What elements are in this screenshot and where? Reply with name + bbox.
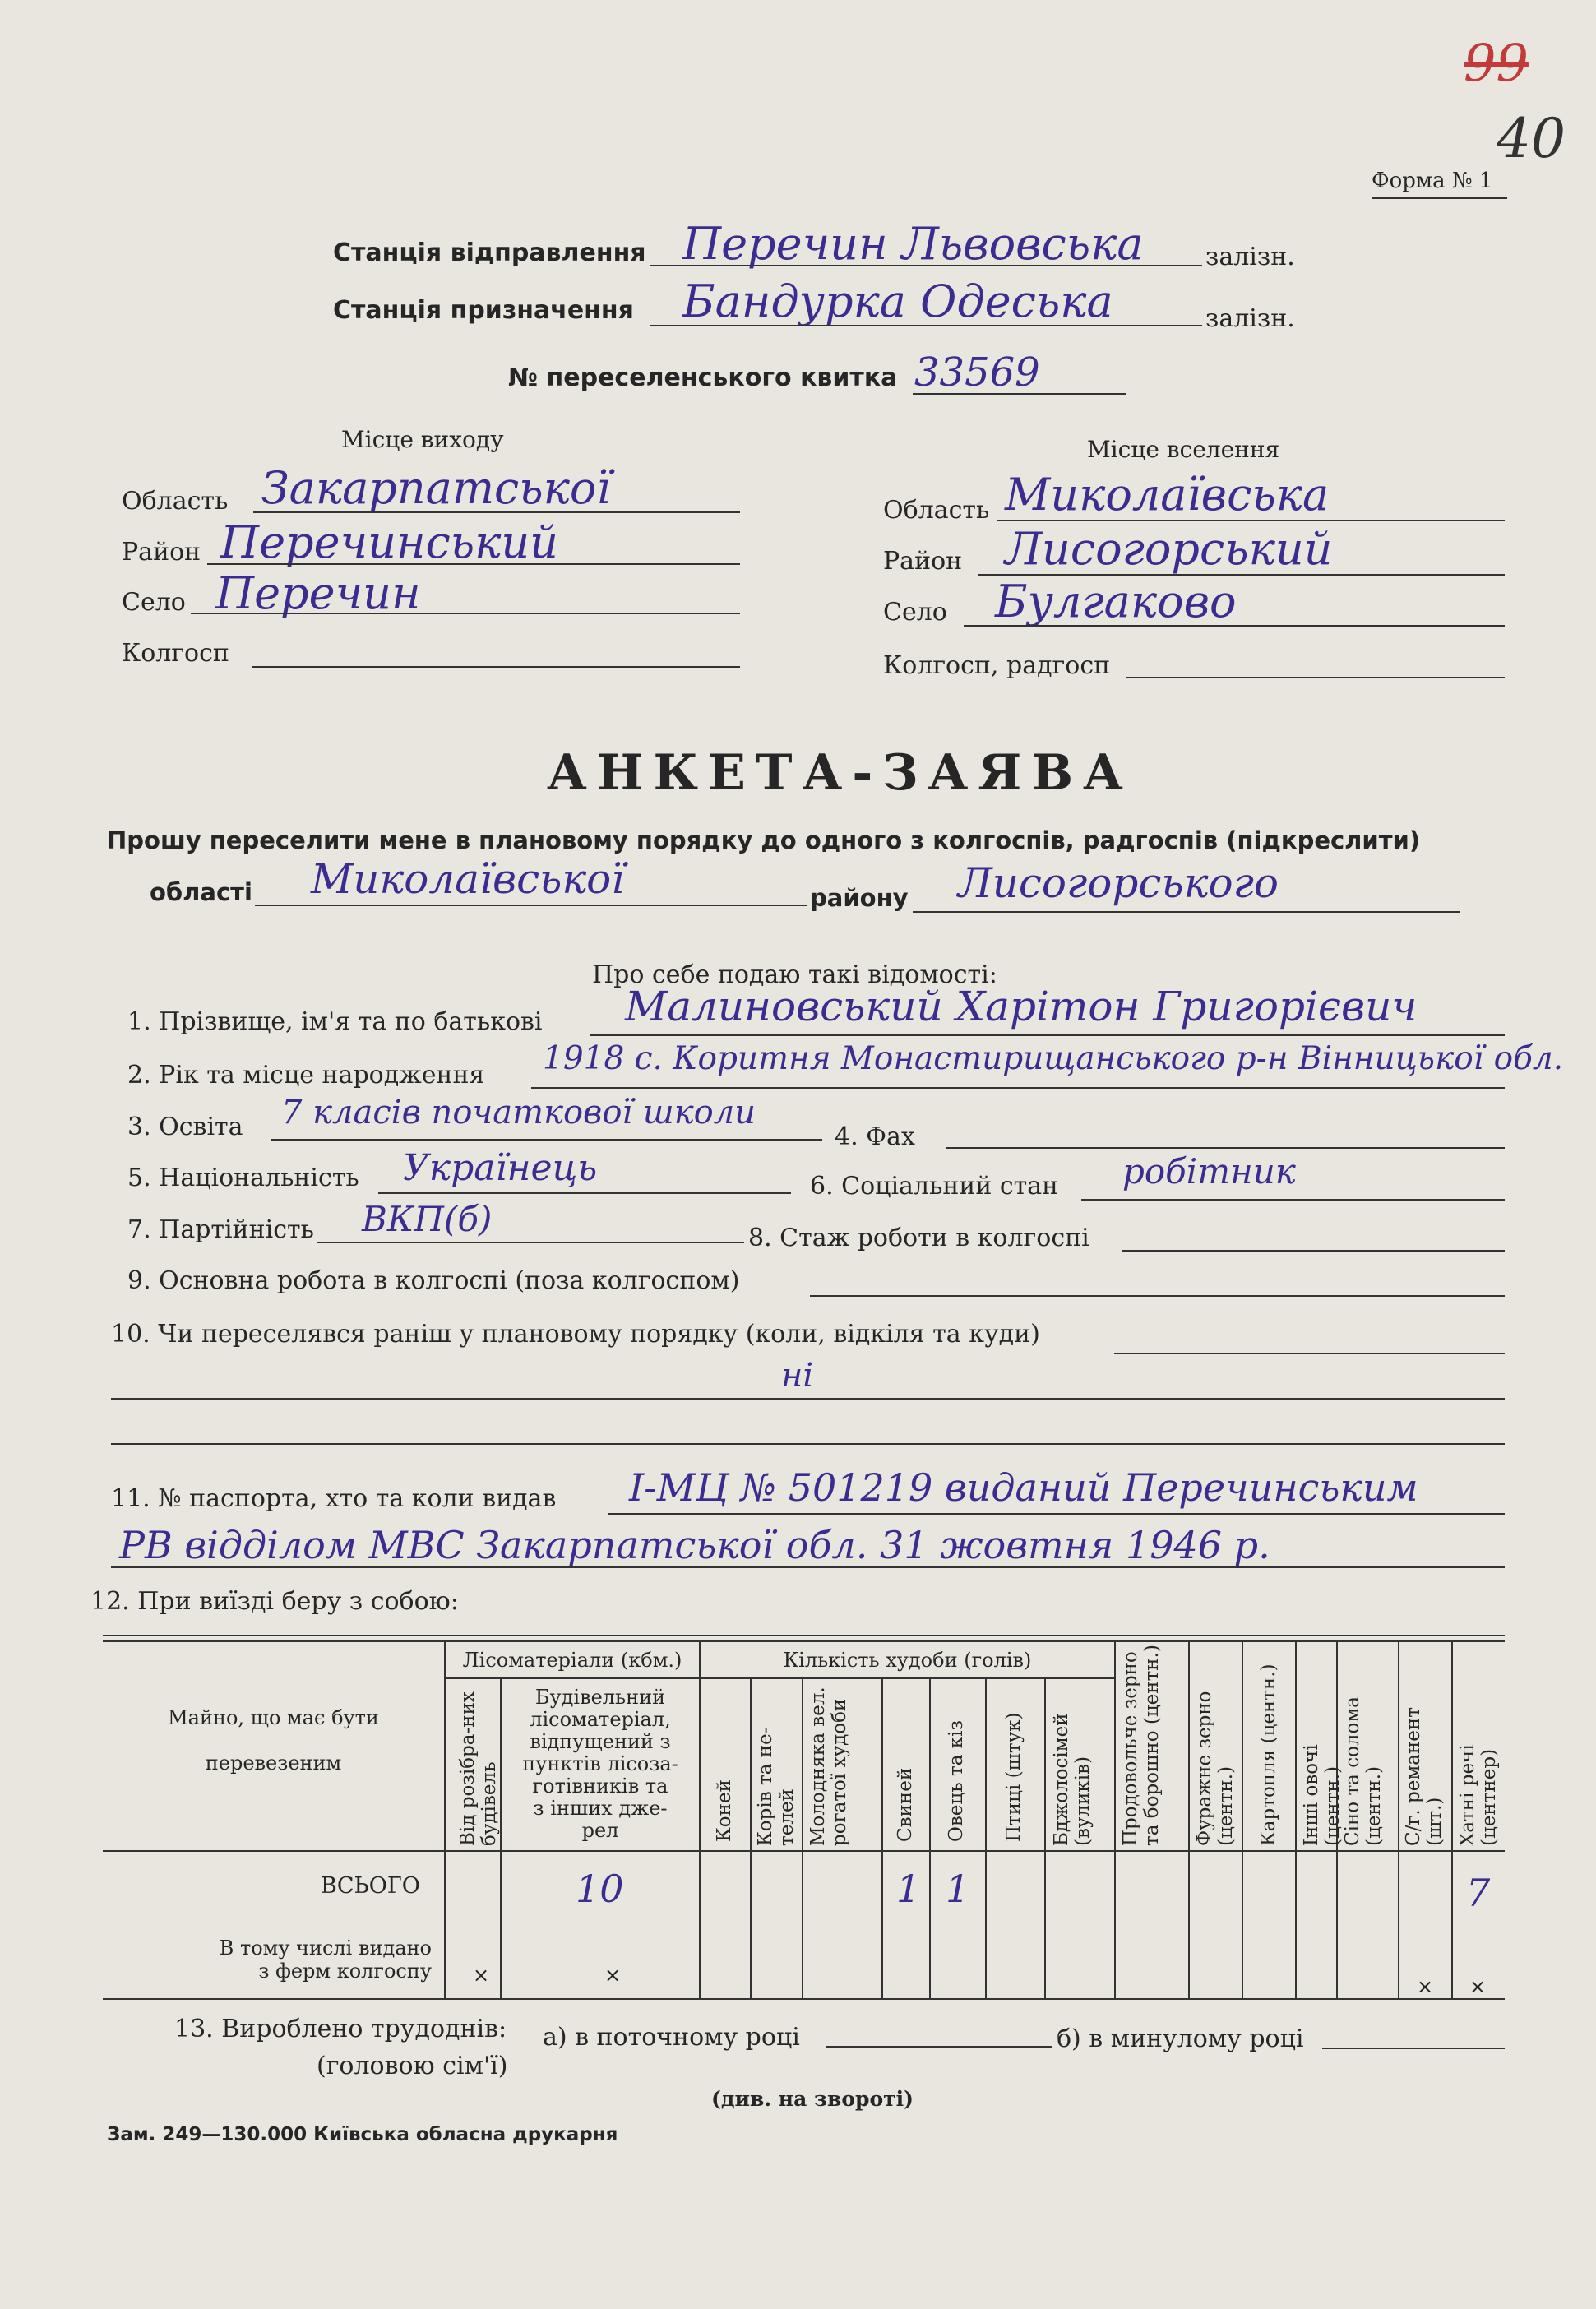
settlement-selo-label: Село [883,598,947,627]
origin-raion-label: Район [122,538,201,567]
col-timber-7: рел [581,1819,619,1842]
field-1-label: 1. Прізвище, ім'я та по батькові [127,1007,543,1036]
printer-info: Зам. 249—130.000 Київська обласна друкарня [107,2124,618,2145]
col-birds: Птиці (штук) [1003,1712,1025,1842]
origin-oblast[interactable]: Закарпатської [261,462,611,514]
row-farm-label-2: з ферм колгоспу [258,1960,432,1983]
row-farm-label-1: В тому числі видано [219,1937,432,1960]
footer-note: (див. на звороті) [711,2087,914,2111]
workdays-past-label: б) в минулому році [1057,2024,1304,2053]
total-household[interactable]: 7 [1466,1871,1491,1915]
destination-suffix: залізн. [1205,304,1295,333]
field-10-value[interactable]: ні [781,1357,814,1395]
col-timber-6: з інших дже- [533,1797,668,1820]
request-raion[interactable]: Лисогорського [958,859,1279,907]
col-sheep: Овець та кіз [946,1719,967,1842]
col-timber-2: лісоматеріал, [530,1708,671,1731]
origin-selo[interactable]: Перечин [215,567,421,619]
request-oblast[interactable]: Миколаївської [311,855,625,903]
farm-buildings-mark: × [473,1964,490,1987]
col-fodder: Фуражне зерно (центн.) [1194,1691,1237,1846]
workdays-current-label: а) в поточному році [543,2023,800,2052]
col-buildings: Від розібра-них будівель [457,1691,500,1846]
settlement-kolhosp-label: Колгосп, радгосп [883,651,1111,680]
col-cows: Корів та не-телей [755,1727,798,1846]
settlement-heading: Місце вселення [1087,436,1280,463]
settlement-raion-label: Район [883,547,963,576]
col-timber-1: Будівельний [534,1686,666,1709]
col-timber-5: готівників та [532,1775,668,1798]
origin-oblast-label: Область [122,487,229,516]
col-timber-4: пунктів лісоза- [522,1752,678,1775]
col-horses: Коней [714,1779,735,1842]
field-11-value-line1[interactable]: І-МЦ № 501219 виданий Перечинським [629,1465,1418,1510]
about-heading: Про себе подаю такі відомості: [592,960,997,989]
request-oblast-label: області [150,878,252,906]
col-bees: Бджолосімей (вуликів) [1051,1713,1094,1846]
origin-selo-label: Село [122,588,186,617]
field-6-label: 6. Соціальний стан [810,1172,1059,1201]
form-title: АНКЕТА-ЗАЯВА [547,744,1133,802]
group-cattle: Кількість худоби (голів) [783,1649,1032,1672]
crossed-page-number: 99 [1464,33,1529,93]
origin-heading: Місце виходу [341,426,504,453]
col-food-grain: Продовольче зерно та борошно (центн.) [1120,1645,1163,1846]
field-2-value[interactable]: 1918 с. Коритня Монастирищанського р-н Вінницької обл. [543,1040,1564,1077]
destination-label: Станція призначення [333,296,634,325]
destination-value[interactable]: Бандурка Одеська [682,275,1113,327]
settlement-oblast[interactable]: Миколаївська [1005,469,1330,521]
total-sheep[interactable]: 1 [946,1867,970,1911]
col-pigs: Свиней [895,1767,916,1842]
request-raion-label: району [810,884,909,912]
ticket-label: № переселенського квитка [508,363,898,392]
farm-household-mark: × [1469,1975,1487,1998]
group-timber: Лісоматеріали (кбм.) [462,1649,682,1672]
col-tools: С/г. реманент (шт.) [1403,1707,1446,1846]
field-12-label: 12. При виїзді беру з собою: [90,1587,459,1616]
request-text: Прошу переселити мене в плановому порядку до одного з колгоспів, радгоспів (підкреслити) [107,826,1421,854]
col-property-line1: Майно, що має бути [168,1706,379,1729]
ticket-value[interactable]: 33569 [914,349,1040,396]
field-8-label: 8. Стаж роботи в колгоспі [748,1224,1089,1252]
workdays-label: 13. Вироблено трудоднів: [174,2015,507,2043]
col-hay: Сіно та солома (центн.) [1342,1696,1385,1846]
field-9-label: 9. Основна робота в колгоспі (поза колгоспом) [127,1266,740,1295]
field-11-label: 11. № паспорта, хто та коли видав [111,1484,557,1513]
col-property-line2: перевезеним [205,1751,342,1775]
total-timber[interactable]: 10 [576,1867,624,1911]
field-11-value-line2[interactable]: РВ відділом МВС Закарпатської обл. 31 жовтня 1946 р. [119,1523,1270,1567]
field-4-label: 4. Фах [835,1122,915,1151]
settlement-raion[interactable]: Лисогорський [1005,523,1333,575]
col-young-cattle: Молодняка вел. рогатої худоби [807,1687,850,1846]
field-2-label: 2. Рік та місце народження [127,1061,485,1090]
form-number: Форма № 1 [1372,169,1493,193]
workdays-sub: (головою сім'ї) [317,2052,508,2080]
field-1-value[interactable]: Малиновський Харітон Григорієвич [625,983,1418,1030]
dispatch-value[interactable]: Перечин Львовська [682,218,1144,270]
col-vegetables: Інші овочі (центн.) [1301,1744,1344,1846]
field-5-label: 5. Національність [127,1164,359,1192]
total-pigs[interactable]: 1 [896,1867,921,1911]
field-6-value[interactable]: робітник [1122,1151,1296,1192]
farm-tools-mark: × [1417,1975,1434,1998]
field-7-label: 7. Партійність [127,1215,314,1244]
settlement-oblast-label: Область [883,496,990,525]
col-household: Хатні речі (центнер) [1457,1744,1500,1846]
col-timber-3: відпущений з [530,1730,671,1753]
page-number: 40 [1497,107,1566,170]
origin-raion[interactable]: Перечинський [220,516,558,568]
settlement-selo[interactable]: Булгаково [995,576,1237,627]
col-potato: Картопля (центн.) [1258,1663,1279,1846]
field-7-value[interactable]: ВКП(б) [362,1199,493,1239]
field-10-label: 10. Чи переселявся раніш у плановому порядку (коли, відкіля та куди) [111,1320,1040,1349]
field-3-label: 3. Освіта [127,1113,243,1141]
origin-kolhosp-label: Колгосп [122,639,229,668]
field-3-value[interactable]: 7 класів початкової школи [281,1094,756,1131]
field-5-value[interactable]: Українець [403,1147,598,1189]
dispatch-suffix: залізн. [1205,243,1295,271]
row-total-label: ВСЬОГО [321,1873,420,1899]
farm-timber-mark: × [604,1964,622,1987]
dispatch-label: Станція відправлення [333,238,646,267]
